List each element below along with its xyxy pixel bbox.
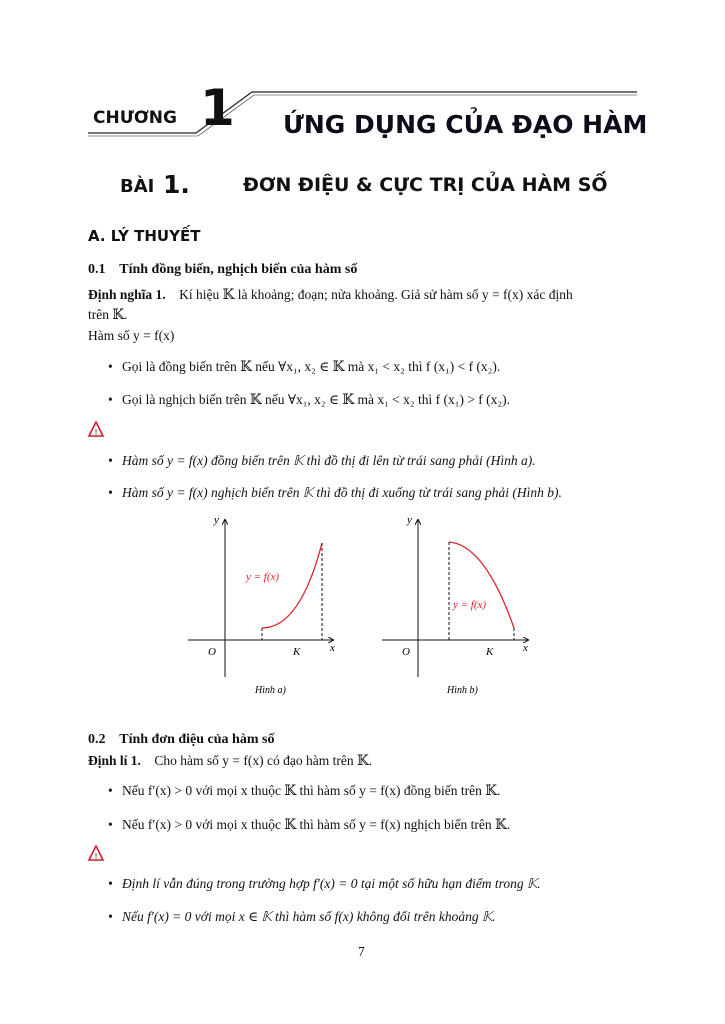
x-axis-label: x: [330, 642, 335, 654]
note-item: • Nếu f′(x) = 0 với mọi x ∈ 𝕂 thì hàm số f(x) không đổi trên khoảng 𝕂.: [122, 909, 496, 925]
theorem-label: Định lí 1.: [88, 753, 141, 768]
definition-text: Kí hiệu 𝕂 là khoảng; đoạn; nửa khoảng. Giả sử hàm số y = f(x) xác định: [179, 287, 573, 302]
chapter-label: CHƯƠNG: [93, 108, 177, 128]
intro-text: Hàm số y = f(x): [88, 328, 175, 343]
list-item: • Nếu f′(x) > 0 với mọi x thuộc 𝕂 thì hàm số y = f(x) nghịch biến trên 𝕂.: [122, 817, 510, 833]
note-item: • Định lí vẫn đúng trong trường hợp f′(x) = 0 tại một số hữu hạn điểm trong 𝕂.: [122, 876, 541, 892]
interval-label: K: [486, 646, 494, 658]
figure-caption: Hình b): [447, 685, 478, 696]
theorem: [88, 753, 372, 769]
origin-label: O: [208, 646, 216, 658]
svg-text:!: !: [94, 428, 98, 437]
warning-triangle-icon: [89, 846, 103, 861]
part-title: A. LÝ THUYẾT: [88, 227, 201, 245]
definition-continuation: trên 𝕂.: [88, 307, 128, 322]
list-item: • Gọi là nghịch biến trên 𝕂 nếu ∀x₁, x₂ ∈ 𝕂 mà x₁ < x₂ thì f (x₁) > f (x₂).: [122, 392, 510, 408]
list-item: • Gọi là đồng biến trên 𝕂 nếu ∀x₁, x₂ ∈ 𝕂 mà x₁ < x₂ thì f (x₁) < f (x₂).: [122, 359, 500, 375]
y-axis-label: y: [407, 514, 412, 526]
y-axis-label: y: [214, 514, 219, 526]
page-number: 7: [358, 944, 365, 959]
x-axis-label: x: [523, 642, 528, 654]
section-heading: 0.1 Tính đồng biến, nghịch biến của hàm số: [88, 262, 358, 277]
figure-caption: Hình a): [255, 685, 286, 696]
definition: [88, 287, 573, 303]
lesson-title: ĐƠN ĐIỆU & CỰC TRỊ CỦA HÀM SỐ: [243, 174, 608, 196]
figure-a: [188, 514, 335, 696]
list-item: • Nếu f′(x) > 0 với mọi x thuộc 𝕂 thì hàm số y = f(x) đồng biến trên 𝕂.: [122, 783, 500, 799]
decreasing-curve: [449, 542, 514, 628]
definition-label: Định nghĩa 1.: [88, 287, 166, 302]
curve-label: y = f(x): [246, 571, 280, 583]
origin-label: O: [402, 646, 410, 658]
svg-text:!: !: [94, 852, 98, 861]
increasing-curve: [262, 543, 322, 628]
note-item: • Hàm số y = f(x) đồng biến trên 𝕂 thì đồ thị đi lên từ trái sang phải (Hình a).: [122, 453, 536, 469]
figure-b: [382, 514, 528, 696]
warning-triangle-icon: [89, 422, 103, 437]
chapter-number: 1: [200, 79, 235, 137]
lesson-label: BÀI: [120, 176, 155, 197]
theorem-text: Cho hàm số y = f(x) có đạo hàm trên 𝕂.: [154, 753, 373, 768]
note-item: • Hàm số y = f(x) nghịch biến trên 𝕂 thì đồ thị đi xuống từ trái sang phải (Hình b).: [122, 485, 562, 501]
section-heading: 0.2 Tính đơn điệu của hàm số: [88, 732, 275, 747]
curve-label: y = f(x): [453, 599, 487, 611]
chapter-title: ỨNG DỤNG CỦA ĐẠO HÀM: [283, 110, 648, 139]
interval-label: K: [293, 646, 301, 658]
lesson-number: 1.: [163, 170, 190, 199]
